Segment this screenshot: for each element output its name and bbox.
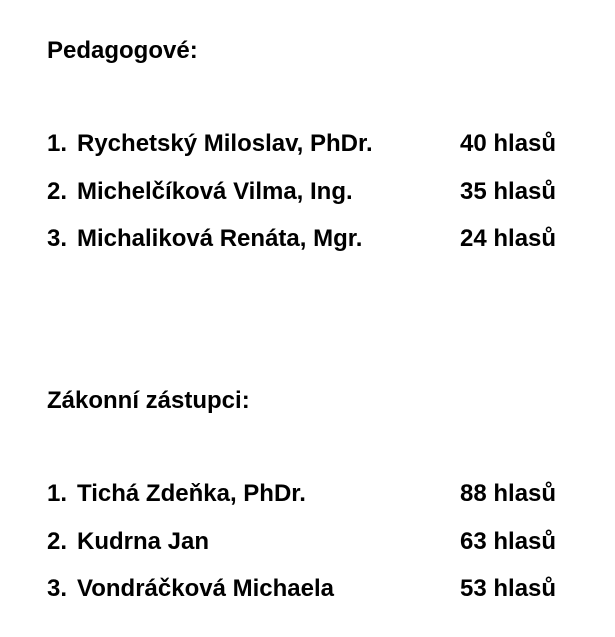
candidate-votes: 53 hlasů [460,575,557,602]
candidate-votes: 40 hlasů [460,130,557,157]
candidate-name: Michaliková Renáta, Mgr. [77,225,363,252]
candidate-votes: 63 hlasů [460,528,557,555]
candidate-name: Tichá Zdeňka, PhDr. [77,480,306,507]
candidate-rank: 1. [47,480,68,507]
candidate-rank: 1. [47,130,68,157]
candidate-row [47,575,569,603]
candidate-row [47,178,569,206]
section-title-teachers: Pedagogové: [47,37,198,64]
candidate-rank: 2. [47,178,68,205]
candidate-name: Rychetský Miloslav, PhDr. [77,130,373,157]
candidate-name: Vondráčková Michaela [77,575,334,602]
candidate-votes: 24 hlasů [460,225,557,252]
candidate-row [47,480,569,508]
candidate-row [47,528,569,556]
candidate-row [47,225,569,253]
candidate-votes: 35 hlasů [460,178,557,205]
candidate-votes: 88 hlasů [460,480,557,507]
candidate-name: Michelčíková Vilma, Ing. [77,178,353,205]
candidate-name: Kudrna Jan [77,528,210,555]
candidate-rank: 3. [47,225,68,252]
section-title-legal-representatives: Zákonní zástupci: [47,387,250,414]
candidate-row [47,130,569,158]
candidate-rank: 2. [47,528,68,555]
candidate-rank: 3. [47,575,68,602]
